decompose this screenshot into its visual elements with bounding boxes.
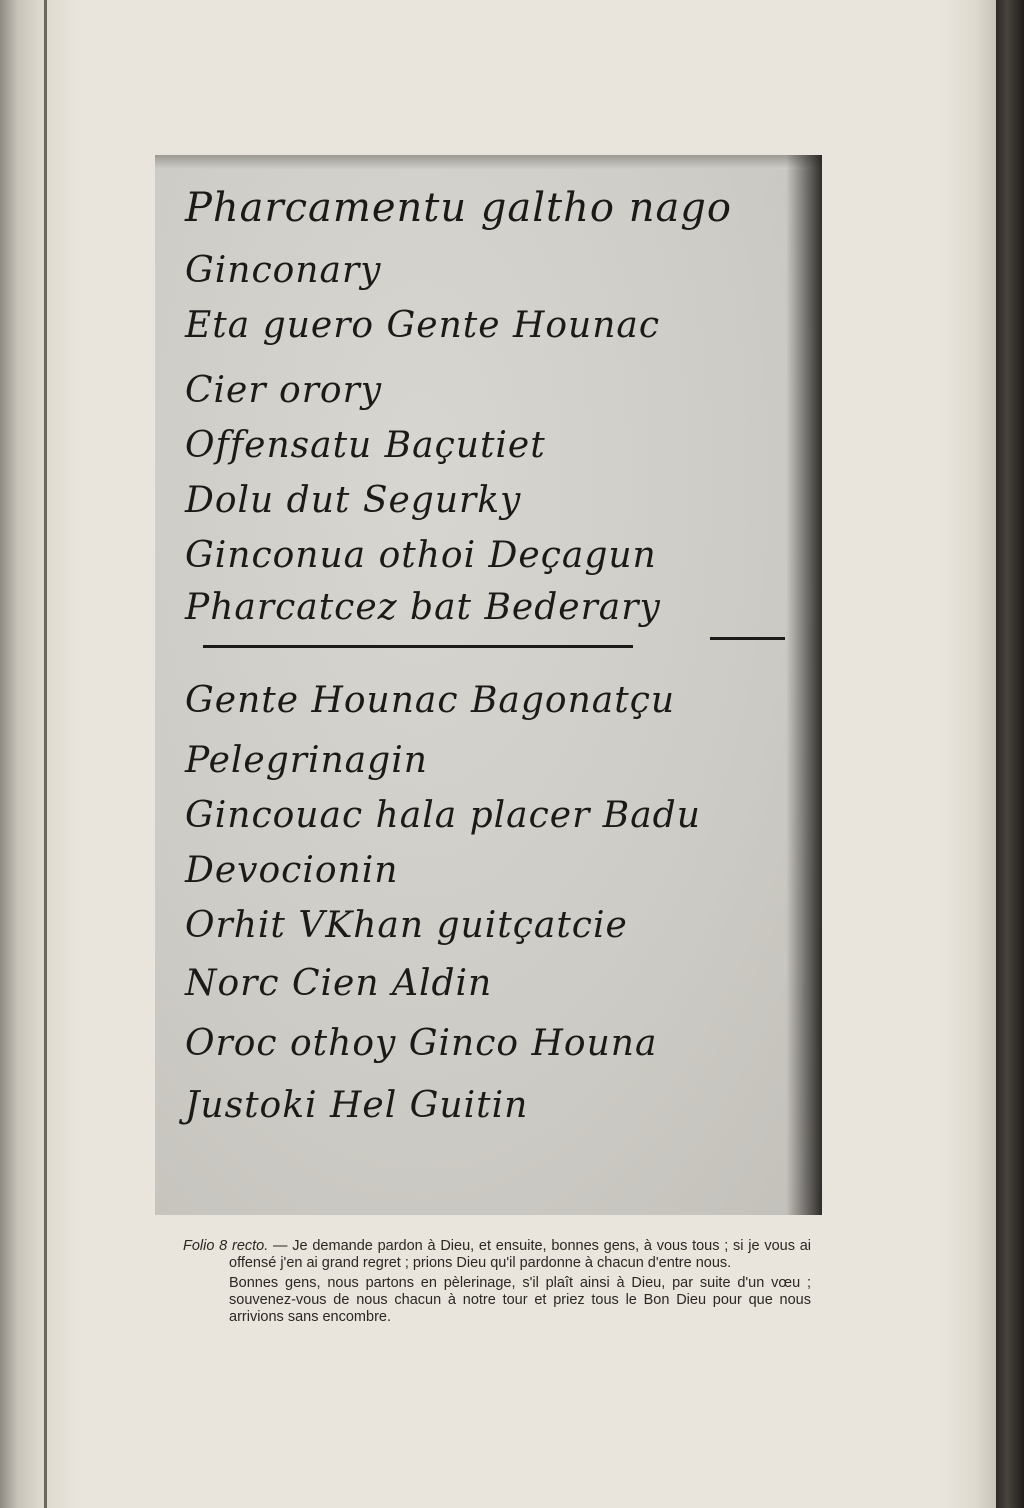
photo-top-strip xyxy=(155,155,822,169)
manuscript-line-4: Cier orory xyxy=(185,370,383,411)
manuscript-line-12: Devocionin xyxy=(185,850,399,891)
manuscript-line-10: Pelegrinagin xyxy=(185,740,428,781)
manuscript-line-1: Pharcamentu galtho nago xyxy=(185,185,732,231)
manuscript-line-3: Eta guero Gente Hounac xyxy=(185,305,661,346)
manuscript-line-5: Offensatu Baçutiet xyxy=(185,425,546,466)
manuscript-line-8: Pharcatcez bat Bederary xyxy=(185,587,661,628)
manuscript-divider xyxy=(203,645,633,648)
gutter-line xyxy=(44,0,47,1508)
manuscript-line-14: Norc Cien Aldin xyxy=(185,963,493,1004)
photo-shadow xyxy=(742,155,822,1215)
manuscript-line-6: Dolu dut Segurky xyxy=(185,480,522,521)
manuscript-line-7: Ginconua othoi Deçagun xyxy=(185,535,657,576)
caption-paragraph-2: Bonnes gens, nous partons en pèlerinage, s'il plaît ainsi à Dieu, par suite d'un vœu ; souvenez-vous de nous chacun à notre tour et priez tous le Bon Dieu pour que nous arrivions sans encombre. xyxy=(229,1275,811,1325)
manuscript-line-13: Orhit VKhan guitçatcie xyxy=(185,905,628,946)
page-edge xyxy=(996,0,1024,1508)
manuscript-divider-short xyxy=(710,637,785,640)
caption-paragraph-1 xyxy=(183,1238,811,1272)
manuscript-line-2: Ginconary xyxy=(185,250,382,291)
manuscript-line-15: Oroc othoy Ginco Houna xyxy=(185,1023,658,1064)
manuscript-photo xyxy=(155,155,822,1215)
manuscript-line-16: Justoki Hel Guitin xyxy=(185,1085,529,1126)
manuscript-line-9: Gente Hounac Bagonatçu xyxy=(185,680,676,721)
caption-text-1: — Je demande pardon à Dieu, et ensuite, bonnes gens, à vous tous ; si je vous ai offensé j'en ai grand regret ; prions Dieu qu'il pardonne à chacun d'entre nous. xyxy=(229,1238,811,1271)
folio-label: Folio 8 recto. xyxy=(183,1238,269,1254)
manuscript-line-11: Gincouac hala placer Badu xyxy=(185,795,701,836)
figure-caption xyxy=(183,1238,811,1326)
